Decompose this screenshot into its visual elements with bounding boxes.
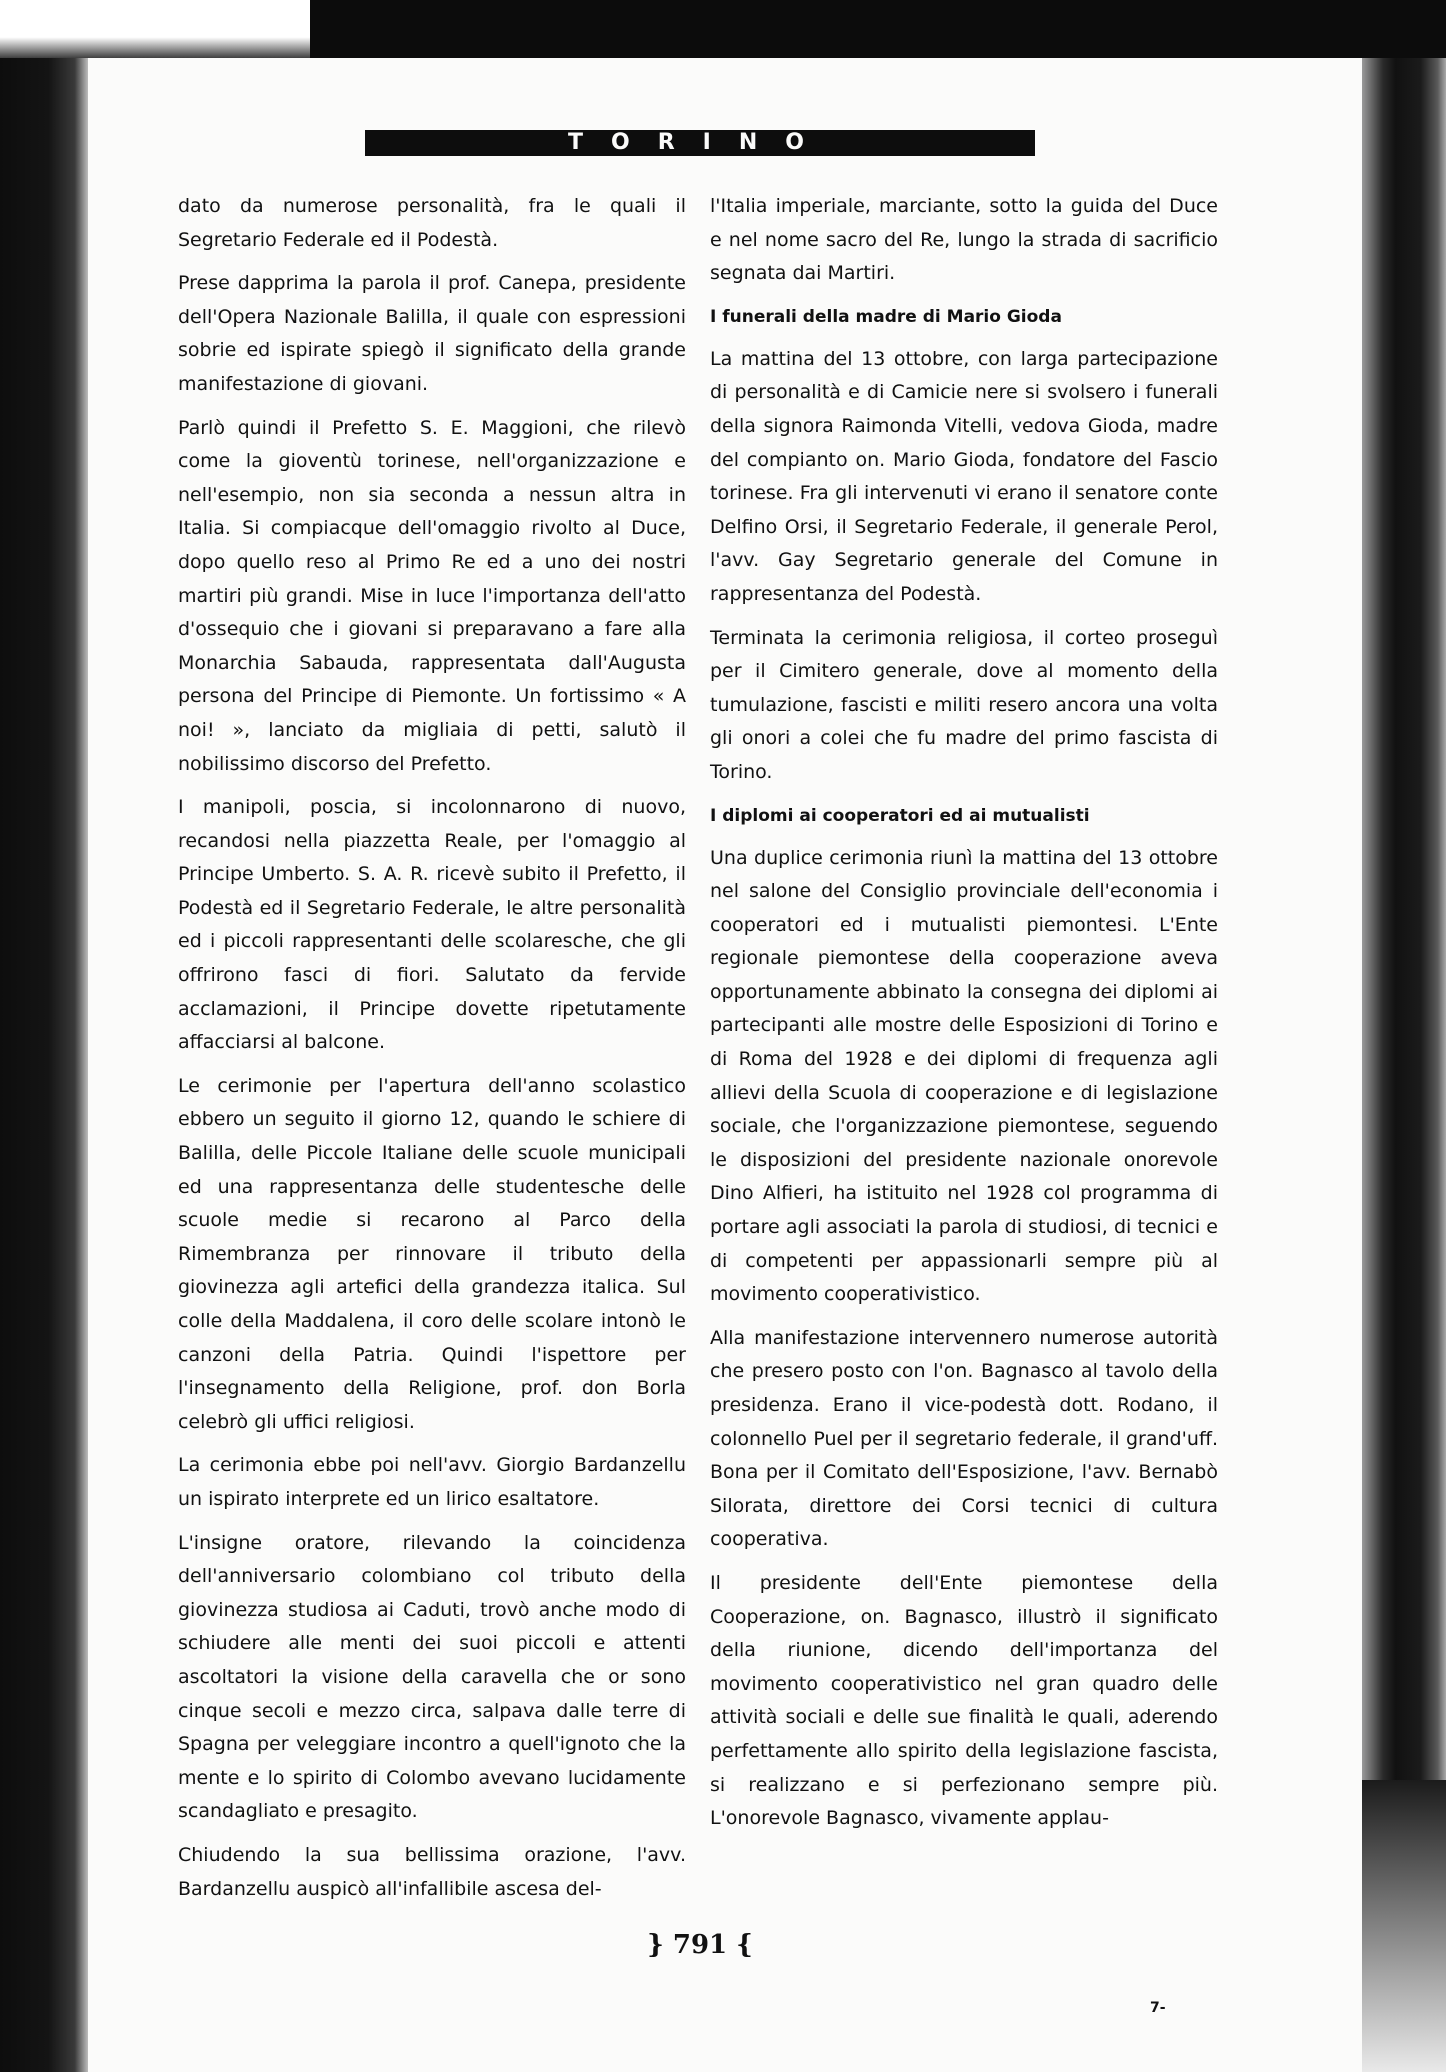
scan-corner	[0, 0, 310, 62]
paragraph: I manipoli, poscia, si incolonnarono di nuovo, recandosi nella piazzetta Reale, per l'omaggio al Principe Umberto. S. A. R. ricevè subito il Prefetto, il Podestà ed il Segretario Federale, le altre personalità ed i piccoli rappresentanti delle scolaresche, che gli offrirono fasci di fiori. Salutato da fervide acclamazioni, il Principe dovette ripetutamente affacciarsi al balcone.	[178, 796, 686, 1054]
paragraph: l'Italia imperiale, marciante, sotto la guida del Duce e nel nome sacro del Re, lungo la strada di sacrificio segnata dai Martiri.	[710, 195, 1218, 285]
paragraph: Chiudendo la sua bellissima orazione, l'avv. Bardanzellu auspicò all'infallibile ascesa del-	[178, 1843, 686, 1900]
folio-mark: 7-	[1150, 2000, 1166, 2016]
paragraph: Terminata la cerimonia religiosa, il corteo proseguì per il Cimitero generale, dove al momento della tumulazione, fascisti e militi resero ancora una volta gli onori a colei che fu madre del primo fascista di Torino.	[710, 626, 1218, 783]
scan-edge-fade	[1362, 1780, 1446, 2072]
scan-dark-border-left	[0, 58, 88, 2072]
section-heading: I funerali della madre di Mario Gioda	[710, 306, 1062, 327]
scan-dark-border-right	[1362, 58, 1446, 2072]
paragraph: Le cerimonie per l'apertura dell'anno scolastico ebbero un seguito il giorno 12, quando le schiere di Balilla, delle Piccole Italiane delle scuole municipali ed una rappresentanza delle studentesche delle scuole medie si recarono al Parco della Rimembranza per rinnovare il tributo della giovinezza agli artefici della grandezza italica. Sul colle della Maddalena, il coro delle scolare intonò le canzoni della Patria. Quindi l'ispettore per l'insegnamento della Religione, prof. don Borla celebrò gli uffici religiosi.	[178, 1074, 686, 1433]
running-header: TORINO	[365, 130, 1035, 156]
paragraph: dato da numerose personalità, fra le quali il Segretario Federale ed il Podestà.	[178, 195, 686, 251]
paragraph: Il presidente dell'Ente piemontese della Cooperazione, on. Bagnasco, illustrò il significato della riunione, dicendo dell'importanza del movimento cooperativistico nel gran quadro delle attività sociali e delle sue finalità le quali, aderendo perfettamente allo spirito della legislazione fascista, si realizzano e si perfezionano sempre più. L'onorevole Bagnasco, vivamente applau-	[710, 1571, 1218, 1830]
left-column	[178, 190, 686, 1916]
page-number: } 791 {	[647, 1930, 753, 1960]
section-heading: I diplomi ai cooperatori ed ai mutualisti	[710, 805, 1090, 826]
paragraph: La mattina del 13 ottobre, con larga partecipazione di personalità e di Camicie nere si svolsero i funerali della signora Raimonda Vitelli, vedova Gioda, madre del compianto on. Mario Gioda, fondatore del Fascio torinese. Fra gli intervenuti vi erano il senatore conte Delfino Orsi, il Segretario Federale, il generale Perol, l'avv. Gay Segretario generale del Comune in rappresentanza del Podestà.	[710, 347, 1218, 605]
paragraph: Prese dapprima la parola il prof. Canepa, presidente dell'Opera Nazionale Balilla, il quale con espressioni sobrie ed ispirate spiegò il significato della grande manifestazione di giovani.	[178, 272, 686, 395]
right-column	[710, 190, 1218, 1846]
scan-dark-border-top	[310, 0, 1446, 58]
paragraph: Una duplice cerimonia riunì la mattina del 13 ottobre nel salone del Consiglio provinciale dell'economia i cooperatori ed i mutualisti piemontesi. L'Ente regionale piemontese della cooperazione aveva opportunamente abbinato la consegna dei diplomi ai partecipanti alle mostre delle Esposizioni di Torino e di Roma del 1928 e dei diplomi di frequenza agli allievi della Scuola di cooperazione e di legislazione sociale, che l'organizzazione piemontese, seguendo le disposizioni del presidente nazionale onorevole Dino Alfieri, ha istituito nel 1928 col programma di portare agli associati la parola di studiosi, di tecnici e di competenti per appassionarli sempre più al movimento cooperativistico.	[710, 846, 1218, 1306]
paragraph: L'insigne oratore, rilevando la coincidenza dell'anniversario colombiano col tributo della giovinezza studiosa ai Caduti, trovò anche modo di schiudere alle menti dei suoi piccoli e attenti ascoltatori la visione della caravella che or sono cinque secoli e mezzo circa, salpava dalle terre di Spagna per veleggiare incontro a quell'ignoto che la mente e lo spirito di Colombo avevano lucidamente scandagliato e presagito.	[178, 1531, 686, 1823]
paragraph: Parlò quindi il Prefetto S. E. Maggioni, che rilevò come la gioventù torinese, nell'organizzazione e nell'esempio, non sia seconda a nessun altra in Italia. Si compiacque dell'omaggio rivolto al Duce, dopo quello reso al Primo Re ed a uno dei nostri martiri più grandi. Mise in luce l'importanza dell'atto d'ossequio che i giovani si preparavano a fare alla Monarchia Sabauda, rappresentata dall'Augusta persona del Principe di Piemonte. Un fortissimo « A noi! », lanciato da migliaia di petti, salutò il nobilissimo discorso del Prefetto.	[178, 416, 686, 775]
paragraph: Alla manifestazione intervennero numerose autorità che presero posto con l'on. Bagnasco al tavolo della presidenza. Erano il vice-podestà dott. Rodano, il colonnello Puel per il segretario federale, il grand'uff. Bona per il Comitato dell'Esposizione, l'avv. Bernabò Silorata, direttore dei Corsi tecnici di cultura cooperativa.	[710, 1326, 1218, 1551]
paragraph: La cerimonia ebbe poi nell'avv. Giorgio Bardanzellu un ispirato interprete ed un lirico esaltatore.	[178, 1454, 686, 1510]
